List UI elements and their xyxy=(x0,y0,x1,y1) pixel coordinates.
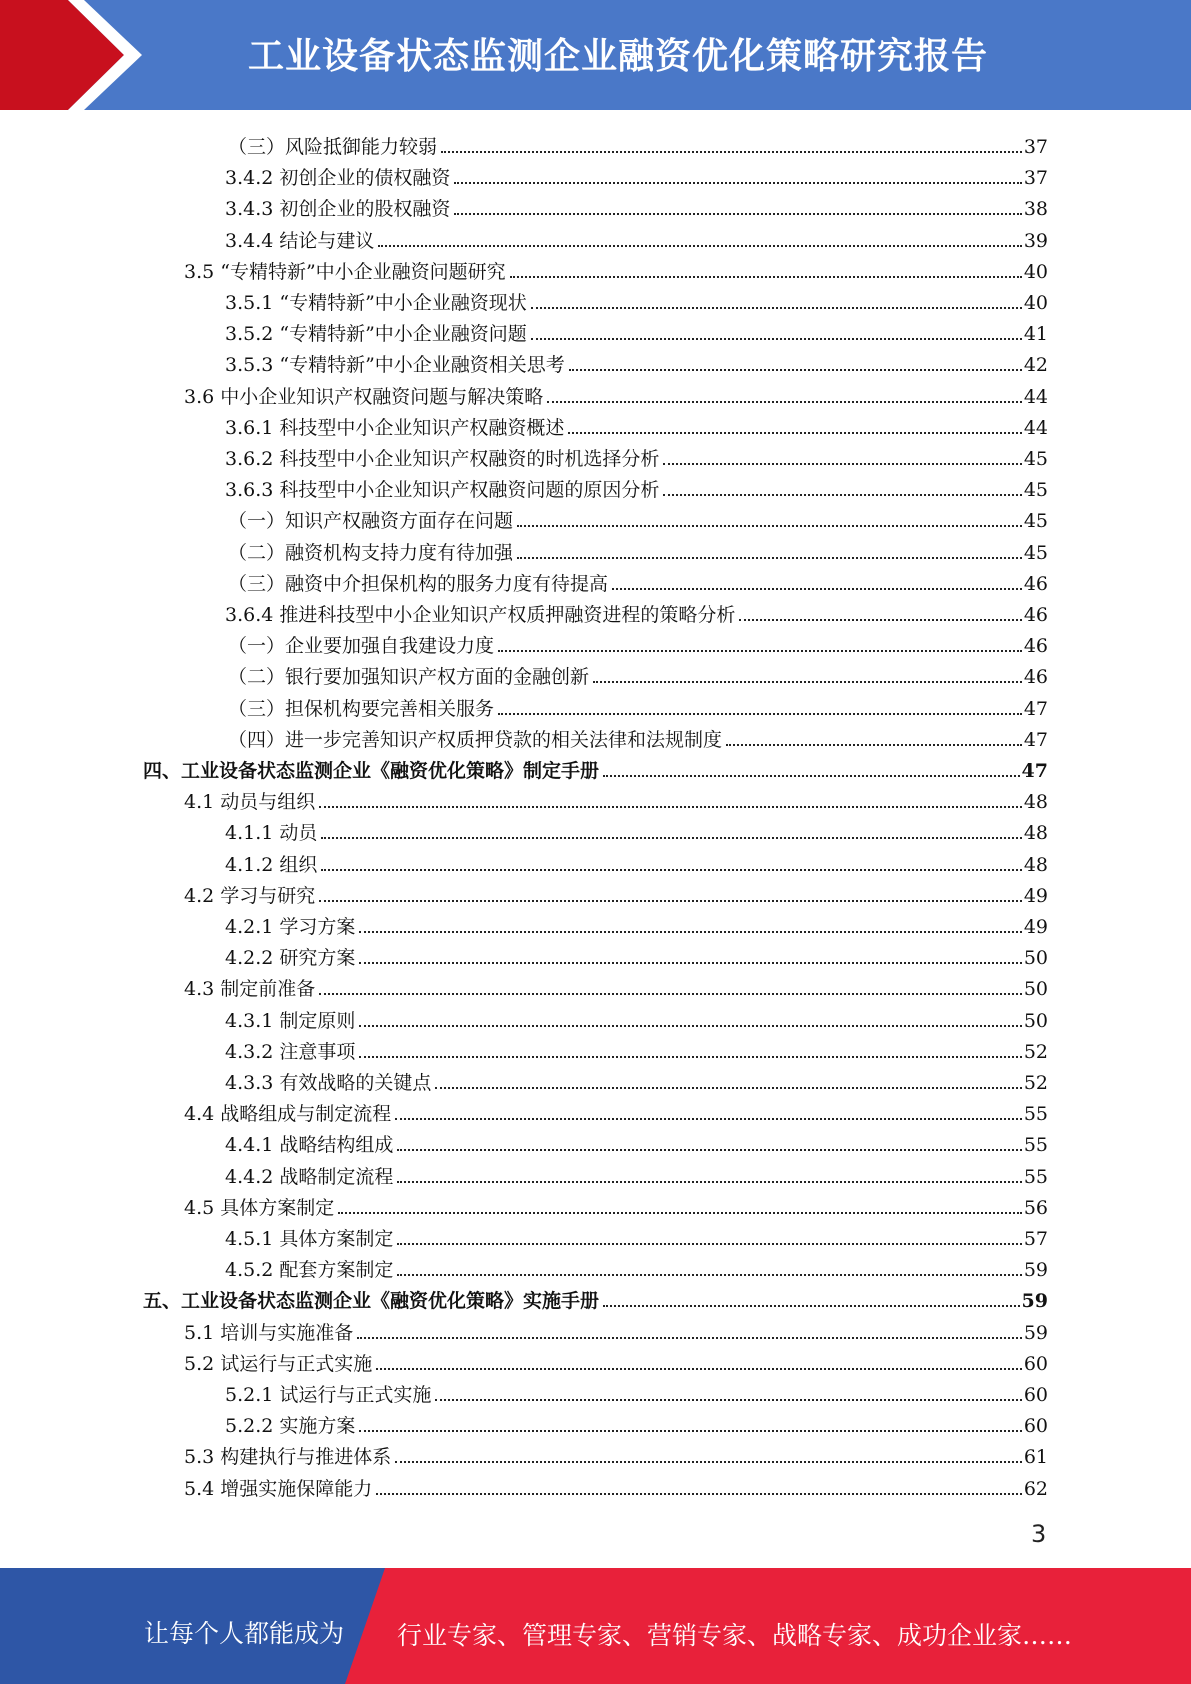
toc-entry-page: 37 xyxy=(1023,136,1048,158)
toc-entry-title: 5.3 构建执行与推进体系 xyxy=(184,1446,392,1469)
toc-entry-title: 4.1 动员与组织 xyxy=(184,791,316,814)
toc-entry-title: 3.5.1 “专精特新”中小企业融资现状 xyxy=(225,292,527,314)
toc-entry[interactable] xyxy=(225,440,1048,471)
toc-entry[interactable] xyxy=(143,752,1048,783)
toc-entry-page: 60 xyxy=(1023,1352,1048,1375)
toc-entry-title: 五、工业设备状态监测企业《融资优化策略》实施手册 xyxy=(143,1290,600,1313)
toc-entry[interactable] xyxy=(225,596,1048,627)
toc-entry-page: 40 xyxy=(1023,260,1048,283)
toc-entry-page: 60 xyxy=(1023,1415,1048,1438)
toc-entry[interactable] xyxy=(225,1126,1048,1157)
toc-entry-page: 56 xyxy=(1023,1196,1048,1219)
toc-entry-title: 4.1.1 动员 xyxy=(225,822,318,845)
toc-entry-page: 44 xyxy=(1023,416,1048,439)
toc-entry[interactable] xyxy=(225,1220,1048,1251)
toc-leader-dots xyxy=(454,213,1021,215)
toc-leader-dots xyxy=(397,1274,1021,1276)
toc-entry-page: 45 xyxy=(1023,448,1048,470)
toc-leader-dots xyxy=(435,1087,1021,1089)
toc-entry[interactable] xyxy=(225,1064,1048,1095)
toc-entry-title: 3.6 中小企业知识产权融资问题与解决策略 xyxy=(184,385,544,408)
toc-entry[interactable] xyxy=(225,908,1048,939)
toc-entry-title: （三）融资中介担保机构的服务力度有待提高 xyxy=(228,572,609,595)
toc-entry-title: 3.5.2 “专精特新”中小企业融资问题 xyxy=(225,323,527,346)
toc-entry-page: 45 xyxy=(1023,541,1048,564)
toc-entry-title: （三）风险抵御能力较弱 xyxy=(228,136,438,158)
toc-leader-dots xyxy=(378,245,1021,247)
toc-entry[interactable] xyxy=(225,409,1048,440)
toc-entry-page: 38 xyxy=(1023,198,1048,221)
toc-entry-title: 4.2.1 学习方案 xyxy=(225,916,356,938)
toc-entry-page: 37 xyxy=(1023,167,1048,190)
toc-entry[interactable] xyxy=(225,1376,1048,1407)
toc-entry[interactable] xyxy=(228,534,1048,565)
toc-entry-page: 47 xyxy=(1021,760,1048,782)
toc-entry-page: 45 xyxy=(1023,510,1048,533)
toc-leader-dots xyxy=(739,619,1021,621)
toc-leader-dots xyxy=(726,744,1022,746)
toc-entry[interactable] xyxy=(184,1438,1048,1469)
toc-leader-dots xyxy=(531,338,1022,340)
toc-entry-page: 46 xyxy=(1023,635,1048,658)
toc-leader-dots xyxy=(359,1430,1021,1432)
toc-entry-page: 39 xyxy=(1023,229,1048,252)
toc-entry-title: 5.2.1 试运行与正式实施 xyxy=(225,1384,432,1406)
toc-entry-title: 4.3 制定前准备 xyxy=(184,978,316,1001)
toc-entry-title: （三）担保机构要完善相关服务 xyxy=(228,697,495,720)
toc-leader-dots xyxy=(319,900,1022,902)
toc-entry[interactable] xyxy=(184,970,1048,1001)
toc-entry-page: 59 xyxy=(1023,1259,1048,1282)
toc-entry[interactable] xyxy=(225,1407,1048,1438)
toc-entry[interactable] xyxy=(225,846,1048,877)
toc-leader-dots xyxy=(498,713,1022,715)
toc-leader-dots xyxy=(321,837,1021,839)
toc-entry-title: 4.4.1 战略结构组成 xyxy=(225,1134,394,1157)
toc-entry-title: 4.3.2 注意事项 xyxy=(225,1040,356,1063)
toc-leader-dots xyxy=(441,151,1022,153)
toc-entry-page: 55 xyxy=(1023,1103,1048,1126)
toc-leader-dots xyxy=(395,1118,1022,1120)
toc-leader-dots xyxy=(517,525,1022,527)
toc-entry-page: 55 xyxy=(1023,1165,1048,1188)
toc-entry-title: 3.4.3 初创企业的股权融资 xyxy=(225,198,451,221)
toc-entry-page: 55 xyxy=(1023,1134,1048,1157)
toc-entry-page: 62 xyxy=(1023,1477,1048,1500)
toc-entry-page: 44 xyxy=(1023,385,1048,408)
toc-leader-dots xyxy=(498,650,1022,652)
toc-leader-dots xyxy=(612,588,1022,590)
toc-entry-title: 3.5.3 “专精特新”中小企业融资相关思考 xyxy=(225,354,565,377)
page-header xyxy=(0,0,1191,110)
toc-entry-title: 3.6.4 推进科技型中小企业知识产权质押融资进程的策略分析 xyxy=(225,604,736,626)
toc-entry[interactable] xyxy=(228,721,1048,752)
toc-entry-title: 4.2 学习与研究 xyxy=(184,884,316,907)
toc-leader-dots xyxy=(357,1337,1022,1339)
toc-entry-page: 61 xyxy=(1023,1446,1048,1469)
toc-entry-page: 46 xyxy=(1023,604,1048,626)
toc-entry[interactable] xyxy=(184,1345,1048,1376)
toc-entry-page: 52 xyxy=(1023,1040,1048,1063)
toc-leader-dots xyxy=(593,681,1022,683)
toc-entry[interactable] xyxy=(228,690,1048,721)
toc-entry-title: 5.2 试运行与正式实施 xyxy=(184,1352,373,1375)
toc-leader-dots xyxy=(376,1493,1022,1495)
toc-entry-page: 48 xyxy=(1023,822,1048,845)
toc-entry[interactable] xyxy=(225,190,1048,221)
toc-entry-page: 46 xyxy=(1023,666,1048,689)
toc-leader-dots xyxy=(569,369,1022,371)
report-title: 工业设备状态监测企业融资优化策略研究报告 xyxy=(248,36,989,77)
toc-entry[interactable] xyxy=(143,1282,1048,1313)
toc-entry[interactable] xyxy=(225,284,1048,315)
toc-leader-dots xyxy=(359,1025,1021,1027)
page-number: 3 xyxy=(1031,1520,1047,1548)
toc-entry-title: 四、工业设备状态监测企业《融资优化策略》制定手册 xyxy=(143,760,600,782)
toc-entry-page: 49 xyxy=(1023,916,1048,938)
toc-leader-dots xyxy=(454,182,1021,184)
toc-entry[interactable] xyxy=(225,814,1048,845)
toc-entry-page: 48 xyxy=(1023,791,1048,814)
toc-entry[interactable] xyxy=(228,502,1048,533)
toc-leader-dots xyxy=(359,962,1021,964)
toc-entry[interactable] xyxy=(228,627,1048,658)
toc-entry[interactable] xyxy=(225,159,1048,190)
toc-entry-page: 40 xyxy=(1023,292,1048,314)
footer-slogan-left: 让每个人都能成为 xyxy=(144,1619,345,1648)
toc-leader-dots xyxy=(603,775,1020,777)
toc-leader-dots xyxy=(397,1243,1021,1245)
toc-entry-title: 3.6.3 科技型中小企业知识产权融资问题的原因分析 xyxy=(225,479,660,502)
page-footer xyxy=(0,1568,1191,1684)
toc-entry-title: 4.3.1 制定原则 xyxy=(225,1009,356,1032)
toc-entry-page: 46 xyxy=(1023,572,1048,595)
toc-entry[interactable] xyxy=(225,1033,1048,1064)
toc-entry-title: 5.2.2 实施方案 xyxy=(225,1415,356,1438)
toc-entry[interactable] xyxy=(184,783,1048,814)
toc-entry[interactable] xyxy=(225,1251,1048,1282)
toc-entry[interactable] xyxy=(228,128,1048,159)
toc-entry-page: 41 xyxy=(1023,323,1048,346)
toc-entry-title: 3.4.2 初创企业的债权融资 xyxy=(225,167,451,190)
toc-entry[interactable] xyxy=(225,471,1048,502)
toc-entry-page: 50 xyxy=(1023,947,1048,970)
toc-entry[interactable] xyxy=(184,378,1048,409)
toc-entry[interactable] xyxy=(228,658,1048,689)
toc-leader-dots xyxy=(359,1056,1021,1058)
toc-entry-title: 3.6.1 科技型中小企业知识产权融资概述 xyxy=(225,416,565,439)
toc-leader-dots xyxy=(435,1399,1021,1401)
toc-entry-title: 4.1.2 组织 xyxy=(225,853,318,876)
toc-entry[interactable] xyxy=(225,1002,1048,1033)
toc-entry[interactable] xyxy=(184,253,1048,284)
toc-entry-page: 48 xyxy=(1023,853,1048,876)
toc-entry[interactable] xyxy=(225,939,1048,970)
toc-entry-title: （二）银行要加强知识产权方面的金融创新 xyxy=(228,666,590,689)
toc-entry-page: 47 xyxy=(1023,697,1048,720)
toc-entry-title: 4.5.1 具体方案制定 xyxy=(225,1228,394,1250)
toc-entry-title: 4.2.2 研究方案 xyxy=(225,947,356,970)
toc-leader-dots xyxy=(359,931,1021,933)
toc-entry-title: 3.6.2 科技型中小企业知识产权融资的时机选择分析 xyxy=(225,448,660,470)
toc-entry-title: （一）知识产权融资方面存在问题 xyxy=(228,510,514,533)
toc-entry-page: 49 xyxy=(1023,884,1048,907)
toc-entry-page: 59 xyxy=(1023,1321,1048,1344)
toc-entry-page: 57 xyxy=(1023,1228,1048,1250)
toc-entry-title: 4.4.2 战略制定流程 xyxy=(225,1165,394,1188)
toc-entry[interactable] xyxy=(228,565,1048,596)
header-arrow-ribbon xyxy=(0,0,160,110)
toc-entry-title: （二）融资机构支持力度有待加强 xyxy=(228,541,514,564)
toc-leader-dots xyxy=(319,806,1022,808)
toc-entry[interactable] xyxy=(184,1189,1048,1220)
toc-leader-dots xyxy=(397,1149,1021,1151)
toc-entry-page: 45 xyxy=(1023,479,1048,502)
toc-leader-dots xyxy=(395,1461,1022,1463)
toc-entry-title: 5.1 培训与实施准备 xyxy=(184,1321,354,1344)
toc-leader-dots xyxy=(321,869,1021,871)
toc-leader-dots xyxy=(376,1368,1022,1370)
toc-leader-dots xyxy=(568,432,1021,434)
toc-entry[interactable] xyxy=(184,1470,1048,1501)
toc-entry-title: 5.4 增强实施保障能力 xyxy=(184,1477,373,1500)
toc-entry-page: 47 xyxy=(1023,728,1048,751)
toc-entry-title: 4.4 战略组成与制定流程 xyxy=(184,1103,392,1126)
toc-entry-page: 50 xyxy=(1023,978,1048,1001)
toc-entry-page: 52 xyxy=(1023,1072,1048,1094)
toc-leader-dots xyxy=(663,463,1021,465)
toc-entry-title: 4.5.2 配套方案制定 xyxy=(225,1259,394,1282)
toc-entry-title: （一）企业要加强自我建设力度 xyxy=(228,635,495,658)
toc-leader-dots xyxy=(510,276,1022,278)
toc-entry-page: 42 xyxy=(1023,354,1048,377)
toc-entry[interactable] xyxy=(225,1158,1048,1189)
toc-entry-title: 4.5 具体方案制定 xyxy=(184,1196,335,1219)
toc-leader-dots xyxy=(663,494,1021,496)
toc-entry-title: 4.3.3 有效战略的关键点 xyxy=(225,1072,432,1094)
toc-leader-dots xyxy=(603,1305,1020,1307)
toc-leader-dots xyxy=(531,307,1022,309)
toc-entry[interactable] xyxy=(184,877,1048,908)
toc-entry[interactable] xyxy=(225,315,1048,346)
toc-entry-page: 60 xyxy=(1023,1384,1048,1406)
toc-entry[interactable] xyxy=(225,346,1048,377)
toc-leader-dots xyxy=(397,1181,1021,1183)
footer-slogan-right: 行业专家、管理专家、营销专家、战略专家、成功企业家…… xyxy=(397,1621,1073,1650)
toc-entry-title: 3.4.4 结论与建议 xyxy=(225,229,375,252)
toc-leader-dots xyxy=(319,993,1022,995)
toc-entry-title: 3.5 “专精特新”中小企业融资问题研究 xyxy=(184,260,506,283)
toc-entry[interactable] xyxy=(225,222,1048,253)
toc-leader-dots xyxy=(338,1212,1022,1214)
toc-entry-page: 50 xyxy=(1023,1009,1048,1032)
toc-leader-dots xyxy=(547,401,1022,403)
toc-entry[interactable] xyxy=(184,1095,1048,1126)
toc-leader-dots xyxy=(517,557,1022,559)
toc-entry-page: 59 xyxy=(1021,1290,1048,1313)
toc-entry-title: （四）进一步完善知识产权质押贷款的相关法律和法规制度 xyxy=(228,728,723,751)
toc-entry[interactable] xyxy=(184,1314,1048,1345)
